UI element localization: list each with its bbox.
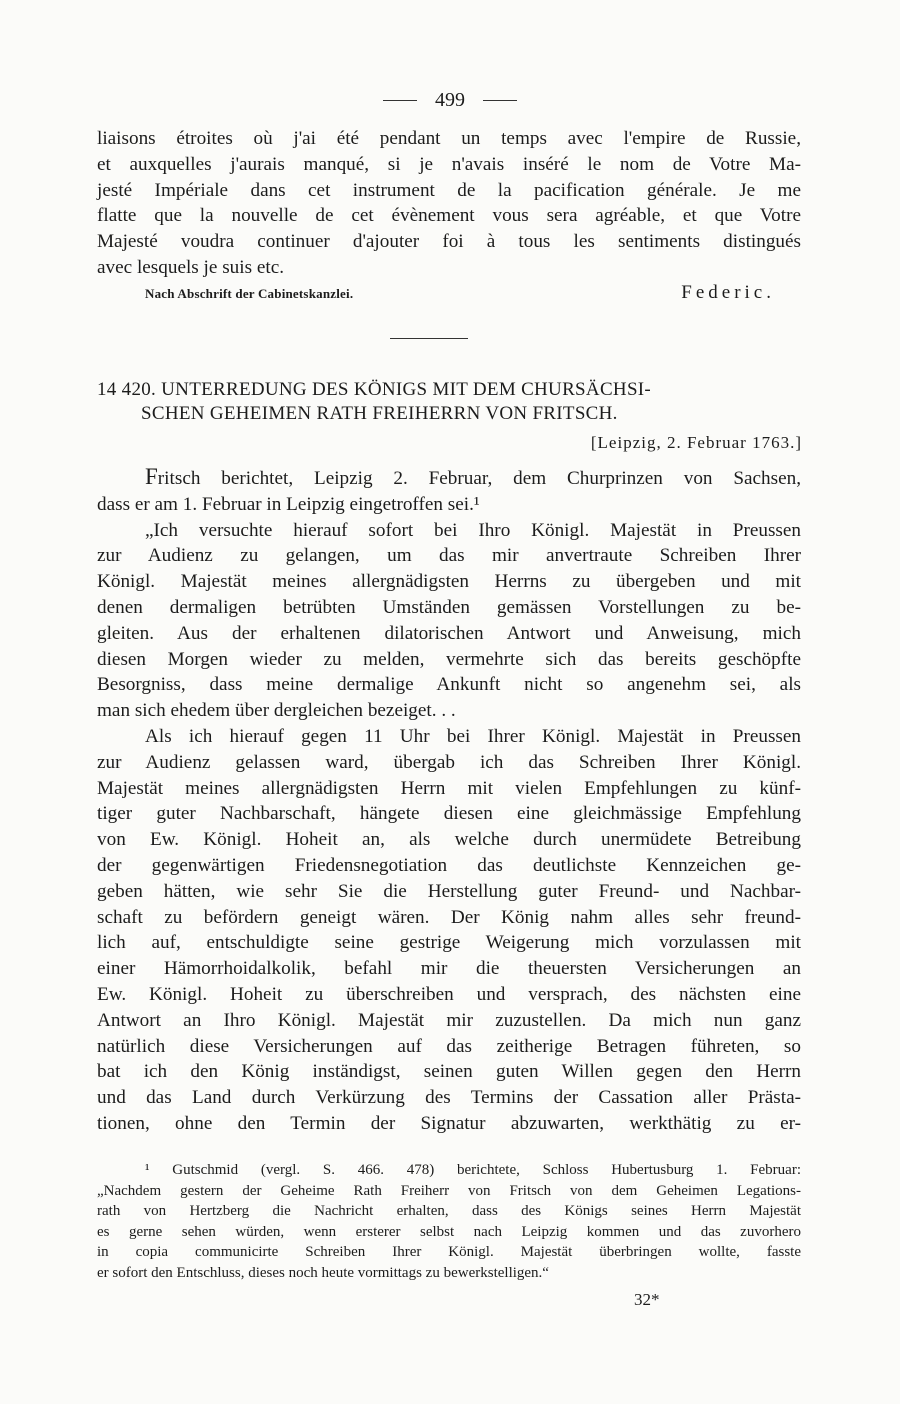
printer-signature-mark: 32* [634,1290,660,1309]
signature: Federic. [681,282,775,303]
letter-line: liaisons étroites où j'ai été pendant un temps avec l'empire de Russie, [97,128,801,149]
body-line: einer Hämorrhoidalkolik, befahl mir die theuersten Versicherungen an [97,958,801,980]
footnote-line: er sofort den Entschluss, dieses noch heute vormittags zu bewerkstelligen.“ [97,1264,549,1281]
letter-line: et auxquelles j'aurais manqué, si je n'avais inséré le nom de Votre Ma- [97,153,801,175]
initial-letter: F [145,464,158,489]
document-body [97,464,801,1137]
body-line: lich auf, entschuldigte seine gestrige Weigerung mich vorzulassen mit [97,932,801,954]
footnote-line: in copia communicirte Schreiben Ihrer Königl. Majestät überbringen wollte, fasste [97,1244,801,1261]
body-line: tiger guter Nachbarschaft, hängete diesen eine gleichmässige Empfehlung [97,803,801,825]
letter-line: Majesté voudra continuer d'ajouter foi à tous les sentiments distingués [97,231,801,253]
page-header [0,86,900,114]
body-line: gleiten. Aus der erhaltenen dilatorischen Antwort und Anweisung, mich [97,622,801,644]
footnote [97,1160,801,1284]
source-note: Nach Abschrift der Cabinetskanzlei. [145,286,354,301]
footnote-line: rath von Hertzberg die Nachricht erhalten, dass des Königs seines Herrn Majestät [97,1203,801,1220]
body-line: Antwort an Ihro Königl. Majestät mir zuzustellen. Da mich nun ganz [97,1009,801,1031]
footnote-line: „Nachdem gestern der Geheime Rath Freiherr von Fritsch von dem Geheimen Legations- [97,1182,801,1199]
body-line: geben hätten, wie sehr Sie die Herstellung guter Freund- und Nachbar- [97,880,801,902]
document-heading [97,378,801,426]
body-line: Ew. Königl. Hoheit zu überschreiben und versprach, des nächsten eine [97,983,801,1005]
body-line: denen dermaligen betrübten Umständen gemässen Vorstellungen zu be- [97,596,801,618]
body-line: dass er am 1. Februar in Leipzig eingetroffen sei.¹ [97,493,480,515]
body-line: Majestät meines allergnädigsten Herrn mit vielen Empfehlungen zu künf- [97,777,801,799]
body-line: schaft zu befördern geneigt wären. Der König nahm alles sehr freund- [97,906,801,928]
body-line: diesen Morgen wieder zu melden, vermehrte sich das bereits geschöpfte [97,648,801,670]
body-line: Als ich hierauf gegen 11 Uhr bei Ihrer Königl. Majestät in Preussen [145,725,801,747]
body-line: der gegenwärtigen Friedensnegotiation das deutlichste Kennzeichen ge- [97,854,801,876]
body-line: Fritsch berichtet, Leipzig 2. Februar, dem Churprinzen von Sachsen, [145,464,801,489]
body-line: Besorgniss, dass meine dermalige Ankunft nicht so angenehm sei, als [97,674,801,696]
letter-line: avec lesquels je suis etc. [97,256,285,278]
body-line: bat ich den König inständigst, seinen guten Willen gegen den Herrn [97,1061,801,1083]
body-line: zur Audienz zu gelangen, um das mir anvertraute Schreiben Ihrer [97,545,801,567]
page-number: 499 [435,88,465,111]
body-line: „Ich versuchte hierauf sofort bei Ihro Königl. Majestät in Preussen [145,519,801,541]
source-and-signature [145,282,775,304]
letter-ending [97,126,801,281]
body-line: tionen, ohne den Termin der Signatur abzuwarten, werkthätig zu er- [97,1112,801,1134]
heading-line-2: SCHEN GEHEIMEN RATH FREIHERRN VON FRITSCH. [141,403,618,424]
body-line: von Ew. Königl. Hoheit an, als welche durch unermüdete Betreibung [97,829,801,851]
body-line: Königl. Majestät meines allergnädigsten Herrns zu übergeben und mit [97,571,801,593]
header-rule-left [383,100,417,101]
footnote-line: es gerne sehen würden, wenn ersterer selbst nach Leipzig kommen und das zuvorhero [97,1223,801,1240]
section-divider [390,338,468,339]
header-rule-right [483,100,517,101]
letter-line: flatte que la nouvelle de cet évènement vous sera agréable, et que Votre [97,205,801,227]
body-line: man sich ehedem über dergleichen bezeiget. . . [97,700,456,722]
body-line: zur Audienz gelassen ward, übergab ich das Schreiben Ihrer Königl. [97,751,801,773]
dateline: [Leipzig, 2. Februar 1763.] [590,433,802,452]
body-line: und das Land durch Verkürzung des Termins der Cassation aller Prästa- [97,1087,801,1109]
body-line: natürlich diese Versicherungen auf das zeitherige Betragen führeten, so [97,1035,801,1057]
heading-line-1: 14 420. UNTERREDUNG DES KÖNIGS MIT DEM CHURSÄCHSI- [97,379,652,400]
footnote-line: ¹ Gutschmid (vergl. S. 466. 478) berichtete, Schloss Hubertusburg 1. Februar: [145,1162,801,1178]
letter-line: jesté Impériale dans cet instrument de la pacification générale. Je me [97,179,801,201]
